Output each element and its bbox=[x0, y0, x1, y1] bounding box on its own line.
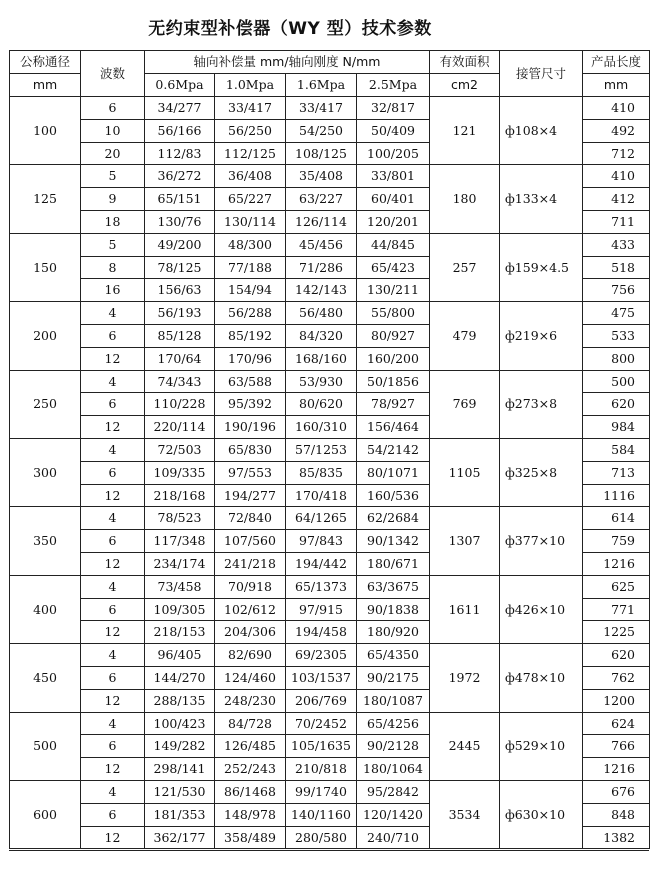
header-area-unit: cm2 bbox=[430, 74, 500, 97]
cell-comp-stiffness: 56/288 bbox=[215, 302, 286, 325]
table-row bbox=[10, 165, 650, 188]
cell-comp-stiffness: 86/1468 bbox=[215, 780, 286, 803]
page-title: 无约束型补偿器（WY 型）技术参数 bbox=[148, 19, 432, 39]
cell-comp-stiffness: 90/1342 bbox=[357, 530, 430, 553]
table-row bbox=[10, 507, 650, 530]
cell-waves: 4 bbox=[81, 712, 145, 735]
cell-comp-stiffness: 72/503 bbox=[145, 438, 215, 461]
table-row bbox=[10, 302, 650, 325]
cell-comp-stiffness: 97/843 bbox=[286, 530, 357, 553]
cell-comp-stiffness: 65/151 bbox=[145, 188, 215, 211]
cell-waves: 4 bbox=[81, 438, 145, 461]
cell-waves: 4 bbox=[81, 370, 145, 393]
cell-waves: 6 bbox=[81, 666, 145, 689]
table-body bbox=[10, 97, 650, 849]
cell-comp-stiffness: 85/835 bbox=[286, 461, 357, 484]
cell-comp-stiffness: 234/174 bbox=[145, 552, 215, 575]
cell-comp-stiffness: 72/840 bbox=[215, 507, 286, 530]
cell-dn: 600 bbox=[10, 780, 81, 848]
cell-length: 500 bbox=[583, 370, 650, 393]
cell-comp-stiffness: 121/530 bbox=[145, 780, 215, 803]
cell-comp-stiffness: 154/94 bbox=[215, 279, 286, 302]
cell-comp-stiffness: 96/405 bbox=[145, 644, 215, 667]
cell-waves: 12 bbox=[81, 689, 145, 712]
cell-comp-stiffness: 50/1856 bbox=[357, 370, 430, 393]
table-row bbox=[10, 370, 650, 393]
cell-pipe-size: ф377×10 bbox=[500, 507, 583, 575]
cell-comp-stiffness: 190/196 bbox=[215, 416, 286, 439]
cell-pipe-size: ф133×4 bbox=[500, 165, 583, 233]
cell-waves: 18 bbox=[81, 210, 145, 233]
cell-comp-stiffness: 126/485 bbox=[215, 735, 286, 758]
cell-length: 712 bbox=[583, 142, 650, 165]
cell-comp-stiffness: 170/418 bbox=[286, 484, 357, 507]
cell-length: 620 bbox=[583, 644, 650, 667]
cell-length: 759 bbox=[583, 530, 650, 553]
cell-comp-stiffness: 48/300 bbox=[215, 233, 286, 256]
cell-comp-stiffness: 85/128 bbox=[145, 324, 215, 347]
cell-comp-stiffness: 170/96 bbox=[215, 347, 286, 370]
cell-comp-stiffness: 90/2128 bbox=[357, 735, 430, 758]
cell-length: 412 bbox=[583, 188, 650, 211]
cell-comp-stiffness: 130/76 bbox=[145, 210, 215, 233]
header-pressure: 1.0Mpa bbox=[215, 74, 286, 97]
cell-waves: 6 bbox=[81, 97, 145, 120]
table-continuation-line bbox=[9, 850, 649, 855]
cell-comp-stiffness: 33/801 bbox=[357, 165, 430, 188]
header-dn-unit: mm bbox=[10, 74, 81, 97]
cell-waves: 12 bbox=[81, 758, 145, 781]
cell-waves: 12 bbox=[81, 484, 145, 507]
cell-length: 1116 bbox=[583, 484, 650, 507]
cell-comp-stiffness: 180/1087 bbox=[357, 689, 430, 712]
cell-comp-stiffness: 63/227 bbox=[286, 188, 357, 211]
header-pipe: 接管尺寸 bbox=[500, 51, 583, 97]
cell-area: 3534 bbox=[430, 780, 500, 848]
cell-waves: 12 bbox=[81, 416, 145, 439]
cell-comp-stiffness: 248/230 bbox=[215, 689, 286, 712]
cell-comp-stiffness: 156/464 bbox=[357, 416, 430, 439]
cell-comp-stiffness: 252/243 bbox=[215, 758, 286, 781]
cell-length: 624 bbox=[583, 712, 650, 735]
cell-comp-stiffness: 149/282 bbox=[145, 735, 215, 758]
cell-comp-stiffness: 148/978 bbox=[215, 803, 286, 826]
cell-comp-stiffness: 112/83 bbox=[145, 142, 215, 165]
cell-length: 1225 bbox=[583, 621, 650, 644]
cell-length: 620 bbox=[583, 393, 650, 416]
cell-area: 769 bbox=[430, 370, 500, 438]
cell-length: 1382 bbox=[583, 826, 650, 849]
cell-comp-stiffness: 56/193 bbox=[145, 302, 215, 325]
cell-comp-stiffness: 65/4350 bbox=[357, 644, 430, 667]
cell-comp-stiffness: 70/2452 bbox=[286, 712, 357, 735]
cell-comp-stiffness: 140/1160 bbox=[286, 803, 357, 826]
cell-comp-stiffness: 204/306 bbox=[215, 621, 286, 644]
cell-area: 1611 bbox=[430, 575, 500, 643]
cell-comp-stiffness: 90/2175 bbox=[357, 666, 430, 689]
cell-comp-stiffness: 130/211 bbox=[357, 279, 430, 302]
cell-comp-stiffness: 54/250 bbox=[286, 119, 357, 142]
cell-length: 1200 bbox=[583, 689, 650, 712]
cell-comp-stiffness: 78/125 bbox=[145, 256, 215, 279]
cell-length: 518 bbox=[583, 256, 650, 279]
cell-dn: 200 bbox=[10, 302, 81, 370]
cell-area: 1105 bbox=[430, 438, 500, 506]
cell-waves: 6 bbox=[81, 803, 145, 826]
cell-length: 625 bbox=[583, 575, 650, 598]
header-dn: 公称通径 bbox=[10, 51, 81, 74]
cell-comp-stiffness: 181/353 bbox=[145, 803, 215, 826]
cell-comp-stiffness: 109/335 bbox=[145, 461, 215, 484]
cell-length: 433 bbox=[583, 233, 650, 256]
cell-waves: 12 bbox=[81, 552, 145, 575]
cell-comp-stiffness: 210/818 bbox=[286, 758, 357, 781]
cell-waves: 16 bbox=[81, 279, 145, 302]
cell-comp-stiffness: 120/201 bbox=[357, 210, 430, 233]
table-row bbox=[10, 97, 650, 120]
cell-dn: 150 bbox=[10, 233, 81, 301]
cell-comp-stiffness: 65/1373 bbox=[286, 575, 357, 598]
cell-length: 614 bbox=[583, 507, 650, 530]
cell-comp-stiffness: 63/3675 bbox=[357, 575, 430, 598]
cell-comp-stiffness: 65/4256 bbox=[357, 712, 430, 735]
cell-pipe-size: ф159×4.5 bbox=[500, 233, 583, 301]
cell-comp-stiffness: 218/168 bbox=[145, 484, 215, 507]
cell-comp-stiffness: 49/200 bbox=[145, 233, 215, 256]
cell-comp-stiffness: 362/177 bbox=[145, 826, 215, 849]
cell-length: 711 bbox=[583, 210, 650, 233]
cell-comp-stiffness: 34/277 bbox=[145, 97, 215, 120]
cell-comp-stiffness: 85/192 bbox=[215, 324, 286, 347]
cell-dn: 400 bbox=[10, 575, 81, 643]
cell-length: 410 bbox=[583, 165, 650, 188]
cell-comp-stiffness: 105/1635 bbox=[286, 735, 357, 758]
cell-comp-stiffness: 57/1253 bbox=[286, 438, 357, 461]
cell-area: 1972 bbox=[430, 644, 500, 712]
cell-waves: 12 bbox=[81, 621, 145, 644]
header-pressure: 1.6Mpa bbox=[286, 74, 357, 97]
cell-waves: 9 bbox=[81, 188, 145, 211]
cell-comp-stiffness: 65/227 bbox=[215, 188, 286, 211]
cell-comp-stiffness: 44/845 bbox=[357, 233, 430, 256]
cell-comp-stiffness: 218/153 bbox=[145, 621, 215, 644]
cell-comp-stiffness: 124/460 bbox=[215, 666, 286, 689]
cell-waves: 8 bbox=[81, 256, 145, 279]
cell-comp-stiffness: 74/343 bbox=[145, 370, 215, 393]
cell-comp-stiffness: 36/408 bbox=[215, 165, 286, 188]
cell-dn: 300 bbox=[10, 438, 81, 506]
cell-comp-stiffness: 280/580 bbox=[286, 826, 357, 849]
table-row bbox=[10, 575, 650, 598]
cell-comp-stiffness: 100/205 bbox=[357, 142, 430, 165]
cell-comp-stiffness: 78/523 bbox=[145, 507, 215, 530]
cell-comp-stiffness: 103/1537 bbox=[286, 666, 357, 689]
cell-comp-stiffness: 95/392 bbox=[215, 393, 286, 416]
cell-area: 1307 bbox=[430, 507, 500, 575]
cell-dn: 450 bbox=[10, 644, 81, 712]
cell-comp-stiffness: 110/228 bbox=[145, 393, 215, 416]
header-pressure: 0.6Mpa bbox=[145, 74, 215, 97]
cell-comp-stiffness: 240/710 bbox=[357, 826, 430, 849]
cell-length: 533 bbox=[583, 324, 650, 347]
cell-comp-stiffness: 33/417 bbox=[215, 97, 286, 120]
header-row bbox=[10, 51, 650, 74]
cell-comp-stiffness: 56/166 bbox=[145, 119, 215, 142]
cell-comp-stiffness: 35/408 bbox=[286, 165, 357, 188]
table-row bbox=[10, 438, 650, 461]
cell-length: 676 bbox=[583, 780, 650, 803]
header-length-unit: mm bbox=[583, 74, 650, 97]
cell-waves: 4 bbox=[81, 302, 145, 325]
cell-comp-stiffness: 298/141 bbox=[145, 758, 215, 781]
header-waves: 波数 bbox=[81, 51, 145, 97]
cell-comp-stiffness: 55/800 bbox=[357, 302, 430, 325]
cell-comp-stiffness: 170/64 bbox=[145, 347, 215, 370]
cell-waves: 6 bbox=[81, 735, 145, 758]
cell-dn: 500 bbox=[10, 712, 81, 780]
header-area: 有效面积 bbox=[430, 51, 500, 74]
table-row bbox=[10, 780, 650, 803]
cell-length: 984 bbox=[583, 416, 650, 439]
cell-comp-stiffness: 60/401 bbox=[357, 188, 430, 211]
cell-comp-stiffness: 80/927 bbox=[357, 324, 430, 347]
cell-comp-stiffness: 160/200 bbox=[357, 347, 430, 370]
cell-comp-stiffness: 180/1064 bbox=[357, 758, 430, 781]
cell-comp-stiffness: 84/728 bbox=[215, 712, 286, 735]
cell-comp-stiffness: 194/277 bbox=[215, 484, 286, 507]
cell-comp-stiffness: 82/690 bbox=[215, 644, 286, 667]
cell-waves: 4 bbox=[81, 575, 145, 598]
cell-comp-stiffness: 54/2142 bbox=[357, 438, 430, 461]
cell-area: 257 bbox=[430, 233, 500, 301]
cell-comp-stiffness: 63/588 bbox=[215, 370, 286, 393]
cell-pipe-size: ф325×8 bbox=[500, 438, 583, 506]
cell-comp-stiffness: 99/1740 bbox=[286, 780, 357, 803]
header-length: 产品长度 bbox=[583, 51, 650, 74]
cell-comp-stiffness: 126/114 bbox=[286, 210, 357, 233]
cell-comp-stiffness: 206/769 bbox=[286, 689, 357, 712]
cell-length: 713 bbox=[583, 461, 650, 484]
cell-comp-stiffness: 62/2684 bbox=[357, 507, 430, 530]
cell-comp-stiffness: 36/272 bbox=[145, 165, 215, 188]
cell-area: 180 bbox=[430, 165, 500, 233]
cell-pipe-size: ф529×10 bbox=[500, 712, 583, 780]
cell-waves: 10 bbox=[81, 119, 145, 142]
cell-comp-stiffness: 71/286 bbox=[286, 256, 357, 279]
cell-comp-stiffness: 100/423 bbox=[145, 712, 215, 735]
cell-comp-stiffness: 102/612 bbox=[215, 598, 286, 621]
cell-comp-stiffness: 45/456 bbox=[286, 233, 357, 256]
cell-waves: 6 bbox=[81, 530, 145, 553]
cell-comp-stiffness: 84/320 bbox=[286, 324, 357, 347]
cell-length: 475 bbox=[583, 302, 650, 325]
cell-comp-stiffness: 241/218 bbox=[215, 552, 286, 575]
cell-comp-stiffness: 156/63 bbox=[145, 279, 215, 302]
cell-comp-stiffness: 50/409 bbox=[357, 119, 430, 142]
cell-waves: 6 bbox=[81, 393, 145, 416]
cell-comp-stiffness: 97/915 bbox=[286, 598, 357, 621]
cell-comp-stiffness: 70/918 bbox=[215, 575, 286, 598]
cell-comp-stiffness: 65/423 bbox=[357, 256, 430, 279]
cell-waves: 20 bbox=[81, 142, 145, 165]
cell-comp-stiffness: 80/620 bbox=[286, 393, 357, 416]
cell-waves: 12 bbox=[81, 347, 145, 370]
cell-comp-stiffness: 358/489 bbox=[215, 826, 286, 849]
cell-length: 584 bbox=[583, 438, 650, 461]
cell-comp-stiffness: 78/927 bbox=[357, 393, 430, 416]
cell-waves: 6 bbox=[81, 461, 145, 484]
cell-comp-stiffness: 80/1071 bbox=[357, 461, 430, 484]
cell-comp-stiffness: 168/160 bbox=[286, 347, 357, 370]
cell-waves: 4 bbox=[81, 780, 145, 803]
cell-comp-stiffness: 130/114 bbox=[215, 210, 286, 233]
cell-length: 771 bbox=[583, 598, 650, 621]
cell-length: 1216 bbox=[583, 758, 650, 781]
cell-length: 410 bbox=[583, 97, 650, 120]
cell-comp-stiffness: 95/2842 bbox=[357, 780, 430, 803]
cell-comp-stiffness: 288/135 bbox=[145, 689, 215, 712]
cell-comp-stiffness: 56/480 bbox=[286, 302, 357, 325]
cell-waves: 5 bbox=[81, 165, 145, 188]
cell-comp-stiffness: 65/830 bbox=[215, 438, 286, 461]
cell-length: 762 bbox=[583, 666, 650, 689]
table-row bbox=[10, 233, 650, 256]
cell-pipe-size: ф630×10 bbox=[500, 780, 583, 848]
cell-waves: 6 bbox=[81, 324, 145, 347]
cell-comp-stiffness: 160/310 bbox=[286, 416, 357, 439]
cell-length: 756 bbox=[583, 279, 650, 302]
cell-dn: 125 bbox=[10, 165, 81, 233]
header-axial-group: 轴向补偿量 mm/轴向刚度 N/mm bbox=[145, 51, 430, 74]
cell-length: 766 bbox=[583, 735, 650, 758]
cell-pipe-size: ф478×10 bbox=[500, 644, 583, 712]
cell-comp-stiffness: 180/920 bbox=[357, 621, 430, 644]
cell-comp-stiffness: 56/250 bbox=[215, 119, 286, 142]
cell-length: 800 bbox=[583, 347, 650, 370]
cell-comp-stiffness: 112/125 bbox=[215, 142, 286, 165]
cell-comp-stiffness: 117/348 bbox=[145, 530, 215, 553]
cell-comp-stiffness: 69/2305 bbox=[286, 644, 357, 667]
cell-comp-stiffness: 108/125 bbox=[286, 142, 357, 165]
cell-comp-stiffness: 194/442 bbox=[286, 552, 357, 575]
cell-comp-stiffness: 160/536 bbox=[357, 484, 430, 507]
cell-comp-stiffness: 109/305 bbox=[145, 598, 215, 621]
cell-pipe-size: ф426×10 bbox=[500, 575, 583, 643]
cell-pipe-size: ф219×6 bbox=[500, 302, 583, 370]
cell-dn: 100 bbox=[10, 97, 81, 165]
cell-dn: 250 bbox=[10, 370, 81, 438]
cell-length: 492 bbox=[583, 119, 650, 142]
cell-comp-stiffness: 220/114 bbox=[145, 416, 215, 439]
cell-dn: 350 bbox=[10, 507, 81, 575]
cell-waves: 6 bbox=[81, 598, 145, 621]
cell-waves: 4 bbox=[81, 644, 145, 667]
cell-area: 2445 bbox=[430, 712, 500, 780]
header-pressure: 2.5Mpa bbox=[357, 74, 430, 97]
cell-comp-stiffness: 77/188 bbox=[215, 256, 286, 279]
cell-comp-stiffness: 180/671 bbox=[357, 552, 430, 575]
cell-waves: 5 bbox=[81, 233, 145, 256]
table-row bbox=[10, 712, 650, 735]
table-row bbox=[10, 644, 650, 667]
cell-length: 1216 bbox=[583, 552, 650, 575]
cell-area: 479 bbox=[430, 302, 500, 370]
cell-comp-stiffness: 32/817 bbox=[357, 97, 430, 120]
cell-pipe-size: ф273×8 bbox=[500, 370, 583, 438]
cell-comp-stiffness: 64/1265 bbox=[286, 507, 357, 530]
cell-waves: 12 bbox=[81, 826, 145, 849]
cell-comp-stiffness: 73/458 bbox=[145, 575, 215, 598]
cell-comp-stiffness: 53/930 bbox=[286, 370, 357, 393]
cell-comp-stiffness: 194/458 bbox=[286, 621, 357, 644]
cell-length: 848 bbox=[583, 803, 650, 826]
cell-area: 121 bbox=[430, 97, 500, 165]
cell-comp-stiffness: 120/1420 bbox=[357, 803, 430, 826]
cell-comp-stiffness: 142/143 bbox=[286, 279, 357, 302]
cell-comp-stiffness: 97/553 bbox=[215, 461, 286, 484]
cell-pipe-size: ф108×4 bbox=[500, 97, 583, 165]
spec-table bbox=[9, 50, 650, 849]
cell-comp-stiffness: 33/417 bbox=[286, 97, 357, 120]
cell-comp-stiffness: 107/560 bbox=[215, 530, 286, 553]
cell-comp-stiffness: 90/1838 bbox=[357, 598, 430, 621]
cell-waves: 4 bbox=[81, 507, 145, 530]
cell-comp-stiffness: 144/270 bbox=[145, 666, 215, 689]
